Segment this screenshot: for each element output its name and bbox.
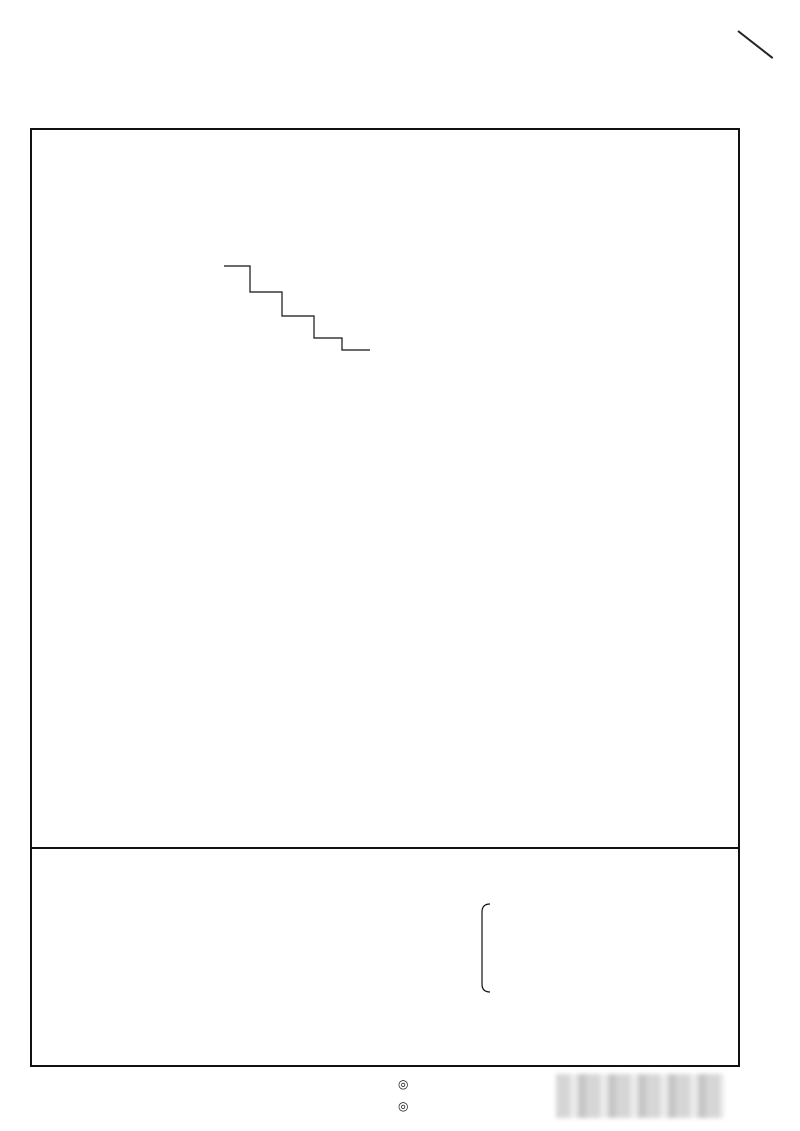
footer-company-2 bbox=[398, 1100, 408, 1112]
schedule-table bbox=[30, 128, 740, 849]
bottom-section bbox=[30, 849, 740, 1067]
corner-mark bbox=[737, 30, 773, 59]
footer-company-1 bbox=[398, 1078, 408, 1090]
memo-bracket bbox=[480, 902, 492, 994]
redacted-stamp bbox=[556, 1074, 724, 1118]
staircase-divider bbox=[222, 262, 372, 354]
fuji-logo-icon: ◎ bbox=[398, 1077, 409, 1091]
kyodo-logo-icon: ◎ bbox=[398, 1099, 409, 1113]
